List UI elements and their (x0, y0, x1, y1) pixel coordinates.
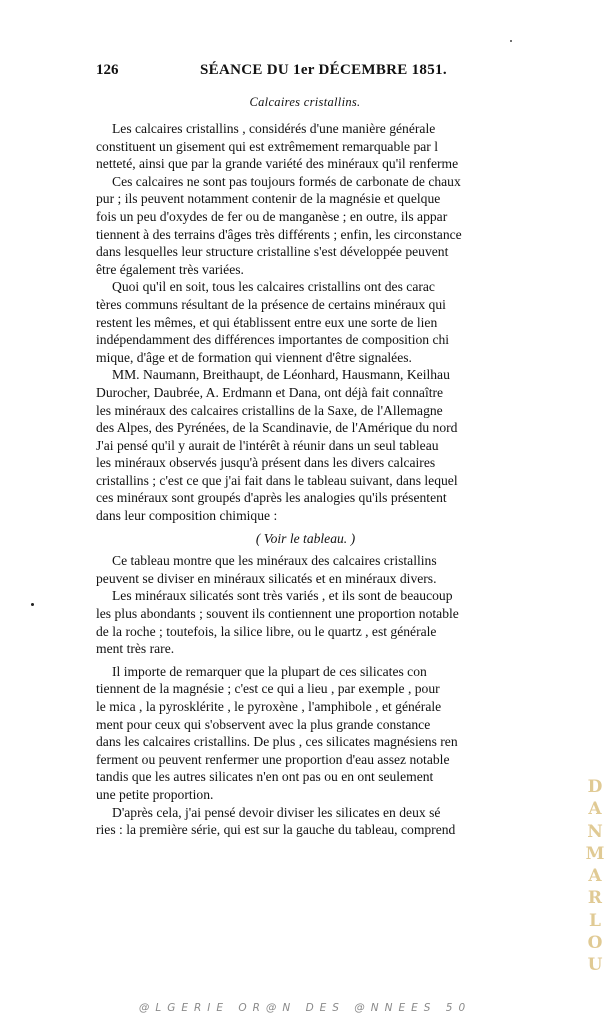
text-line: ment pour ceux qui s'observent avec la plus grande constance (96, 716, 431, 732)
text-line: dans leur composition chimique : (96, 508, 278, 524)
stamp-letter: D (587, 777, 603, 797)
text-line: ferment ou peuvent renfermer une proportion d'eau assez notable (96, 751, 450, 767)
text-line: tères communs résultant de la présence de certains minéraux qui (96, 296, 446, 312)
text-line: de la roche ; toutefois, la silice libre, ou le quartz , est générale (96, 623, 437, 639)
text-line: tiennent à des terrains d'âges très différents ; enfin, les circonstance (96, 226, 462, 242)
stamp-letter: N (587, 821, 603, 842)
text-line: Durocher, Daubrée, A. Erdmann et Dana, ont déjà fait connaître (96, 384, 444, 400)
text-line: tandis que les autres silicates n'en ont pas ou en ont seulement (96, 769, 434, 785)
text-line: les plus abondants ; souvent ils contiennent une proportion notable (96, 606, 459, 622)
stamp-letter: U (587, 955, 603, 976)
corner-speck (510, 40, 512, 42)
text-line: des Alpes, des Pyrénées, de la Scandinavie, de l'Amérique du nord (96, 420, 458, 436)
text-line: être également très variées. (96, 261, 244, 277)
text-line: mique, d'âge et de formation qui viennent d'être signalées. (96, 349, 412, 365)
stamp-letter: A (588, 799, 602, 820)
running-title: SÉANCE DU 1er DÉCEMBRE 1851. (200, 62, 447, 78)
stamp-letter: R (587, 888, 603, 909)
margin-speck (31, 603, 34, 606)
text-line: fois un peu d'oxydes de fer ou de manganèse ; en outre, ils appar (96, 208, 448, 224)
stamp-letter: L (589, 910, 601, 931)
text-line: Il importe de remarquer que la plupart de ces silicates con (112, 663, 427, 679)
text-line: MM. Naumann, Breithaupt, de Léonhard, Hausmann, Keilhau (112, 367, 450, 383)
text-line: ces minéraux sont groupés d'après les analogies qu'ils présentent (96, 490, 447, 506)
page-number: 126 (96, 62, 119, 78)
text-line: constituent un gisement qui est extrêmement remarquable par l (96, 138, 439, 154)
text-line: D'après cela, j'ai pensé devoir diviser les silicates en deux sé (112, 804, 441, 820)
text-line: dans les calcaires cristallins. De plus , ces silicates magnésiens ren (96, 734, 458, 750)
text-line: ( Voir le tableau. ) (255, 530, 356, 546)
text-line: restent les mêmes, et qui établissent entre eux une sorte de lien (96, 314, 438, 330)
stamp-letter: A (588, 866, 602, 887)
body-text (96, 120, 515, 839)
text-line: ment très rare. (96, 641, 175, 657)
text-line: Ce tableau montre que les minéraux des calcaires cristallins (112, 553, 437, 569)
text-line: Quoi qu'il en soit, tous les calcaires cristallins ont des carac (112, 279, 435, 295)
text-line: pur ; ils peuvent notamment contenir de la magnésie et quelque (96, 191, 441, 207)
text-line: netteté, ainsi que par la grande variété des minéraux qu'il renferme (96, 156, 459, 172)
text-line: dans lesquelles leur structure cristalline s'est développée peuvent (96, 244, 449, 260)
text-line: Ces calcaires ne sont pas toujours formés de carbonate de chaux (112, 173, 461, 189)
section-title: Calcaires cristallins. (249, 95, 361, 109)
text-line: Les calcaires cristallins , considérés d'une manière générale (112, 121, 436, 136)
side-stamp (584, 776, 606, 977)
text-line: peuvent se diviser en minéraux silicatés et en minéraux divers. (96, 570, 437, 586)
text-line: Les minéraux silicatés sont très variés , et ils sont de beaucoup (112, 588, 453, 604)
text-line: une petite proportion. (96, 786, 214, 802)
text-line: les minéraux des calcaires cristallins de la Saxe, de l'Allemagne (96, 402, 443, 418)
text-line: indépendamment des différences importantes de composition chi (96, 332, 450, 348)
text-line: J'ai pensé qu'il y aurait de l'intérêt à réunir dans un seul tableau (96, 437, 439, 453)
text-line: le mica , la pyrosklérite , le pyroxène , l'amphibole , et générale (96, 699, 442, 714)
footer-watermark: @LGERIE OR@N DES @NNEES 50 (138, 1002, 472, 1014)
text-line: ries : la première série, qui est sur la gauche du tableau, comprend (96, 822, 456, 838)
text-line: tiennent de la magnésie ; c'est ce qui a lieu , par exemple , pour (96, 681, 440, 697)
stamp-letter: O (587, 933, 603, 954)
stamp-letter: M (585, 843, 605, 864)
text-line: cristallins ; c'est ce que j'ai fait dans le tableau suivant, dans lequel (96, 472, 458, 488)
text-line: les minéraux observés jusqu'à présent dans les divers calcaires (96, 455, 436, 471)
